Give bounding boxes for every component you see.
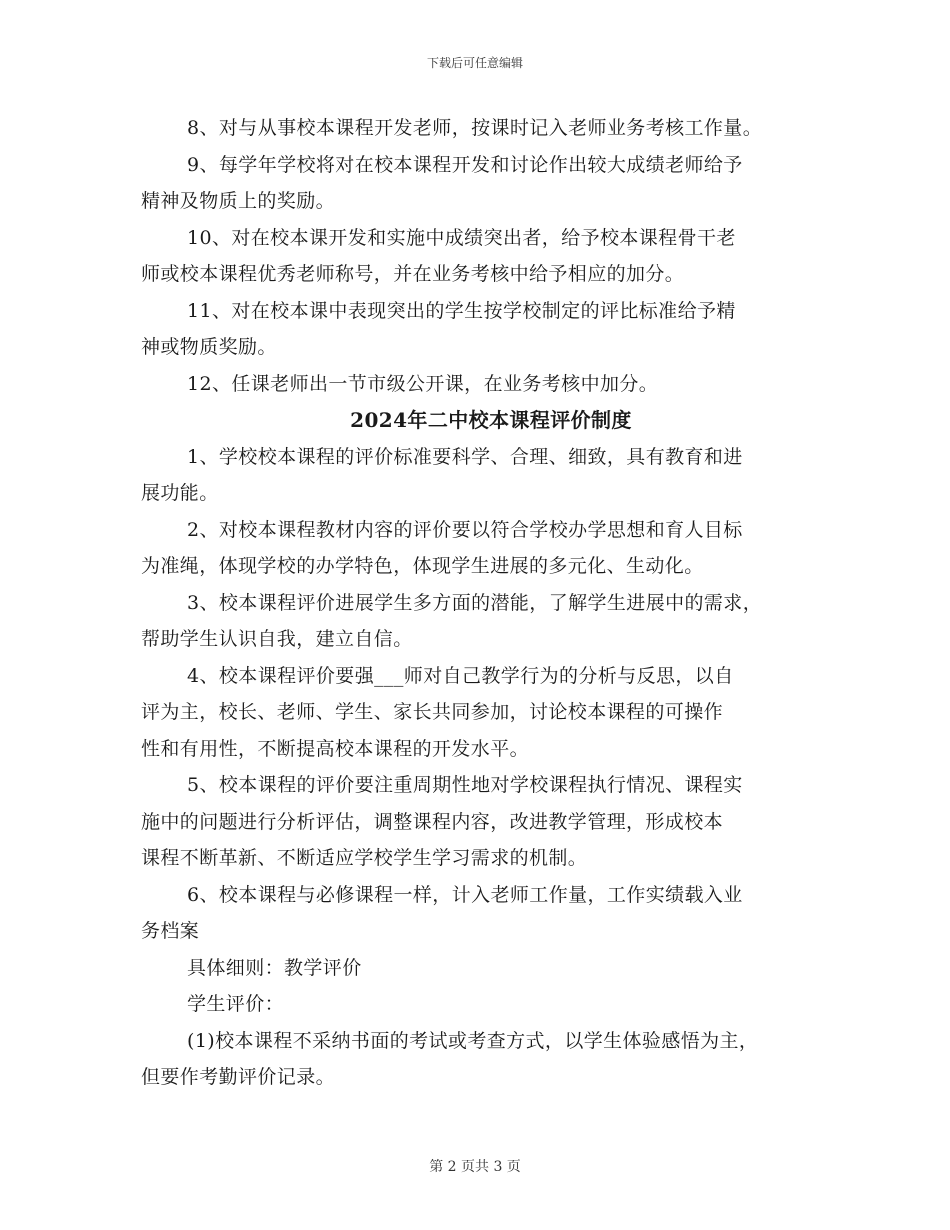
text-line: 具体细则：教学评价 (187, 956, 362, 979)
text-line: 5、校本课程的评价要注重周期性地对学校课程执行情况、课程实 (187, 774, 743, 796)
text-line: 精神及物质上的奖励。 (141, 190, 336, 212)
text-line: 神或物质奖励。 (141, 336, 277, 358)
text-line: 12、任课老师出一节市级公开课，在业务考核中加分。 (187, 372, 659, 395)
text-line: (1)校本课程不采纳书面的考试或考查方式，以学生体验感悟为主， (187, 1029, 759, 1052)
text-line: 但要作考勤评价记录。 (141, 1066, 336, 1088)
page-footer: 第 2 页共 3 页 (429, 1159, 521, 1175)
text-line: 1、学校校本课程的评价标准要科学、合理、细致，具有教育和进 (187, 445, 743, 468)
text-line: 3、校本课程评价进展学生多方面的潜能，了解学生进展中的需求， (187, 591, 763, 614)
text-line: 2、对校本课程教材内容的评价要以符合学校办学思想和育人目标 (187, 518, 743, 541)
text-line: 课程不断革新、不断适应学校学生学习需求的机制。 (141, 847, 588, 869)
text-line: 6、校本课程与必修课程一样，计入老师工作量，工作实绩载入业 (187, 883, 743, 906)
page-header: 下载后可任意编辑 (426, 56, 523, 70)
text-line: 师或校本课程优秀老师称号，并在业务考核中给予相应的加分。 (141, 263, 685, 285)
text-line: 10、对在校本课开发和实施中成绩突出者，给予校本课程骨干老 (187, 226, 736, 249)
document-body (141, 110, 811, 1096)
text-line: 9、每学年学校将对在校本课程开发和讨论作出较大成绩老师给予 (187, 153, 743, 176)
text-line: 为准绳，体现学校的办学特色，体现学生进展的多元化、生动化。 (141, 555, 704, 577)
text-line: 施中的问题进行分析评估，调整课程内容，改进教学管理，形成校本 (141, 810, 724, 833)
text-line: 学生评价： (187, 993, 285, 1015)
text-line: 帮助学生认识自我，建立自信。 (141, 628, 413, 650)
text-line: 11、对在校本课中表现突出的学生按学校制定的评比标准给予精 (187, 299, 736, 322)
text-line: 展功能。 (141, 482, 219, 504)
text-line: 务档案 (141, 920, 200, 942)
text-line: 性和有用性，不断提高校本课程的开发水平。 (141, 737, 530, 760)
text-line: 4、校本课程评价要强___师对自己教学行为的分析与反思，以自 (187, 664, 734, 687)
section-title: 2024年二中校本课程评价制度 (350, 408, 632, 432)
text-line: 8、对与从事校本课程开发老师，按课时记入老师业务考核工作量。 (187, 117, 763, 139)
text-line: 评为主，校长、老师、学生、家长共同参加，讨论校本课程的可操作 (141, 701, 724, 723)
